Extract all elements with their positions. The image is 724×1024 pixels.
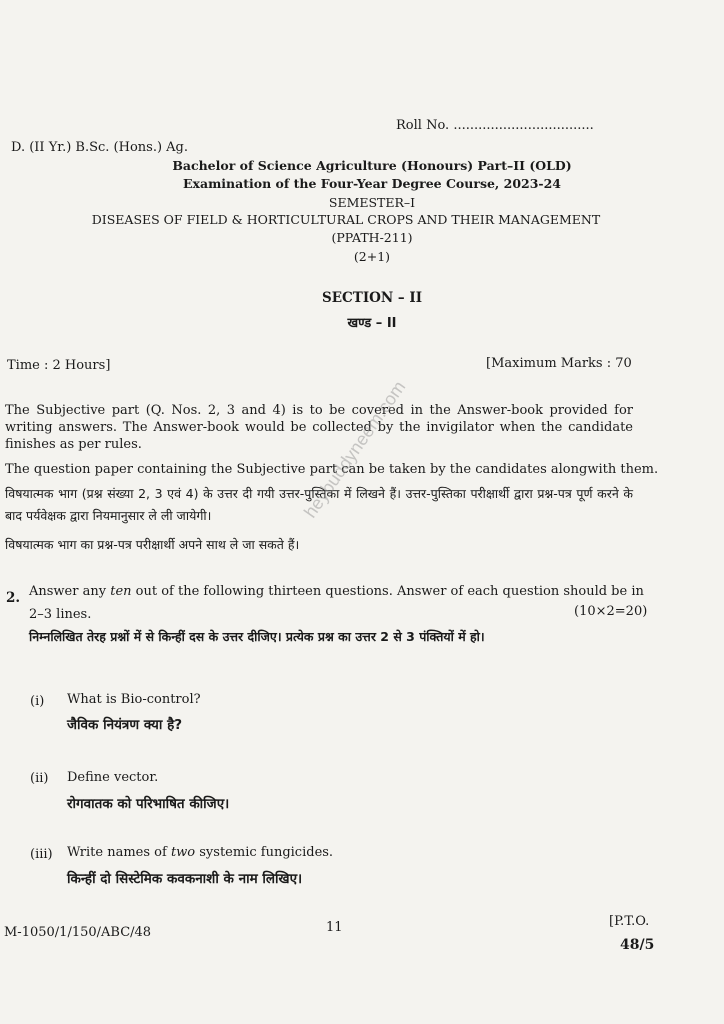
footer-ref: 48/5 (620, 937, 655, 953)
maximum-marks: [Maximum Marks : 70 (486, 356, 632, 371)
question-text-line2: 2–3 lines. (29, 607, 92, 622)
question-number: 2. (6, 590, 21, 606)
subquestion-num: (i) (30, 694, 45, 709)
subquestion-hi: जैविक नियंत्रण क्या है? (67, 717, 183, 733)
watermark: heybuddyneem.com (300, 377, 410, 522)
subquestion-en (67, 845, 333, 860)
roll-no-label: Roll No. (396, 118, 450, 133)
paper-code: (PPATH-211) (331, 230, 413, 245)
instruction-en-2: The question paper containing the Subjective part can be taken by the candidates alongwith them. (5, 462, 659, 477)
examination-title: Examination of the Four-Year Degree Course, 2023-24 (182, 176, 562, 191)
subject-title: DISEASES OF FIELD & HORTICULTURAL CROPS AND THEIR MANAGEMENT (91, 212, 601, 227)
pto-label: [P.T.O. (609, 914, 650, 929)
footer-code: M-1050/1/150/ABC/48 (4, 925, 152, 940)
instruction-hi-1: विषयात्मक भाग (प्रश्न संख्या 2, 3 एवं 4) के उत्तर दी गयी उत्तर-पुस्तिका में लिखने हैं। उत्तर-पुस्तिका परीक्षार्थी द्वारा प्रश्न-पत्र पूर्ण करने के बाद पर्यवेक्षक द्वारा नियमानुसार ले ली जायेगी। (5, 486, 633, 523)
credits: (2+1) (353, 249, 391, 264)
instruction-en-1: The Subjective part (Q. Nos. 2, 3 and 4) is to be covered in the Answer-book provided for writing answers. The Answer-book would be collected by the invigilator when the candidate finishes as per rules. (5, 403, 633, 452)
roll-no-dots: .................................. (453, 118, 594, 133)
section-title: SECTION – II (321, 290, 423, 306)
subquestion-hi: रोगवातक को परिभाषित कीजिए। (67, 796, 230, 812)
time-allowed: Time : 2 Hours] (7, 358, 111, 373)
course-code: D. (II Yr.) B.Sc. (Hons.) Ag. (11, 140, 188, 155)
subquestion-en-italic: two (170, 845, 196, 860)
question-text-after: out of the following thirteen questions. Answer of each question should be in (135, 584, 644, 599)
question-text (29, 584, 644, 599)
instruction-hi-2: विषयात्मक भाग का प्रश्न-पत्र परीक्षार्थी अपने साथ ले जा सकते हैं। (5, 537, 300, 552)
subquestion-num: (ii) (30, 771, 49, 786)
question-text-italic: ten (110, 584, 132, 599)
page-number: 11 (326, 920, 343, 935)
question-hindi: निम्नलिखित तेरह प्रश्नों में से किन्हीं दस के उत्तर दीजिए। प्रत्येक प्रश्न का उत्तर 2 से 3 पंक्तियों में हो। (29, 629, 485, 644)
subquestion-en-before: Write names of (67, 845, 167, 860)
question-marks: (10×2=20) (574, 604, 648, 619)
subquestion-en: Define vector. (67, 770, 159, 785)
program-title: Bachelor of Science Agriculture (Honours) Part–II (OLD) (172, 158, 572, 173)
semester: SEMESTER–I (328, 195, 416, 210)
roll-no (396, 118, 594, 133)
subquestion-num: (iii) (30, 847, 53, 862)
subquestion-en-after: systemic fungicides. (199, 845, 334, 860)
subquestion-hi: किन्हीं दो सिस्टेमिक कवकनाशी के नाम लिखिए। (67, 871, 303, 887)
subquestion-en: What is Bio-control? (67, 692, 201, 707)
question-text-before: Answer any (29, 584, 107, 599)
section-title-hindi: खण्ड – II (347, 316, 397, 331)
